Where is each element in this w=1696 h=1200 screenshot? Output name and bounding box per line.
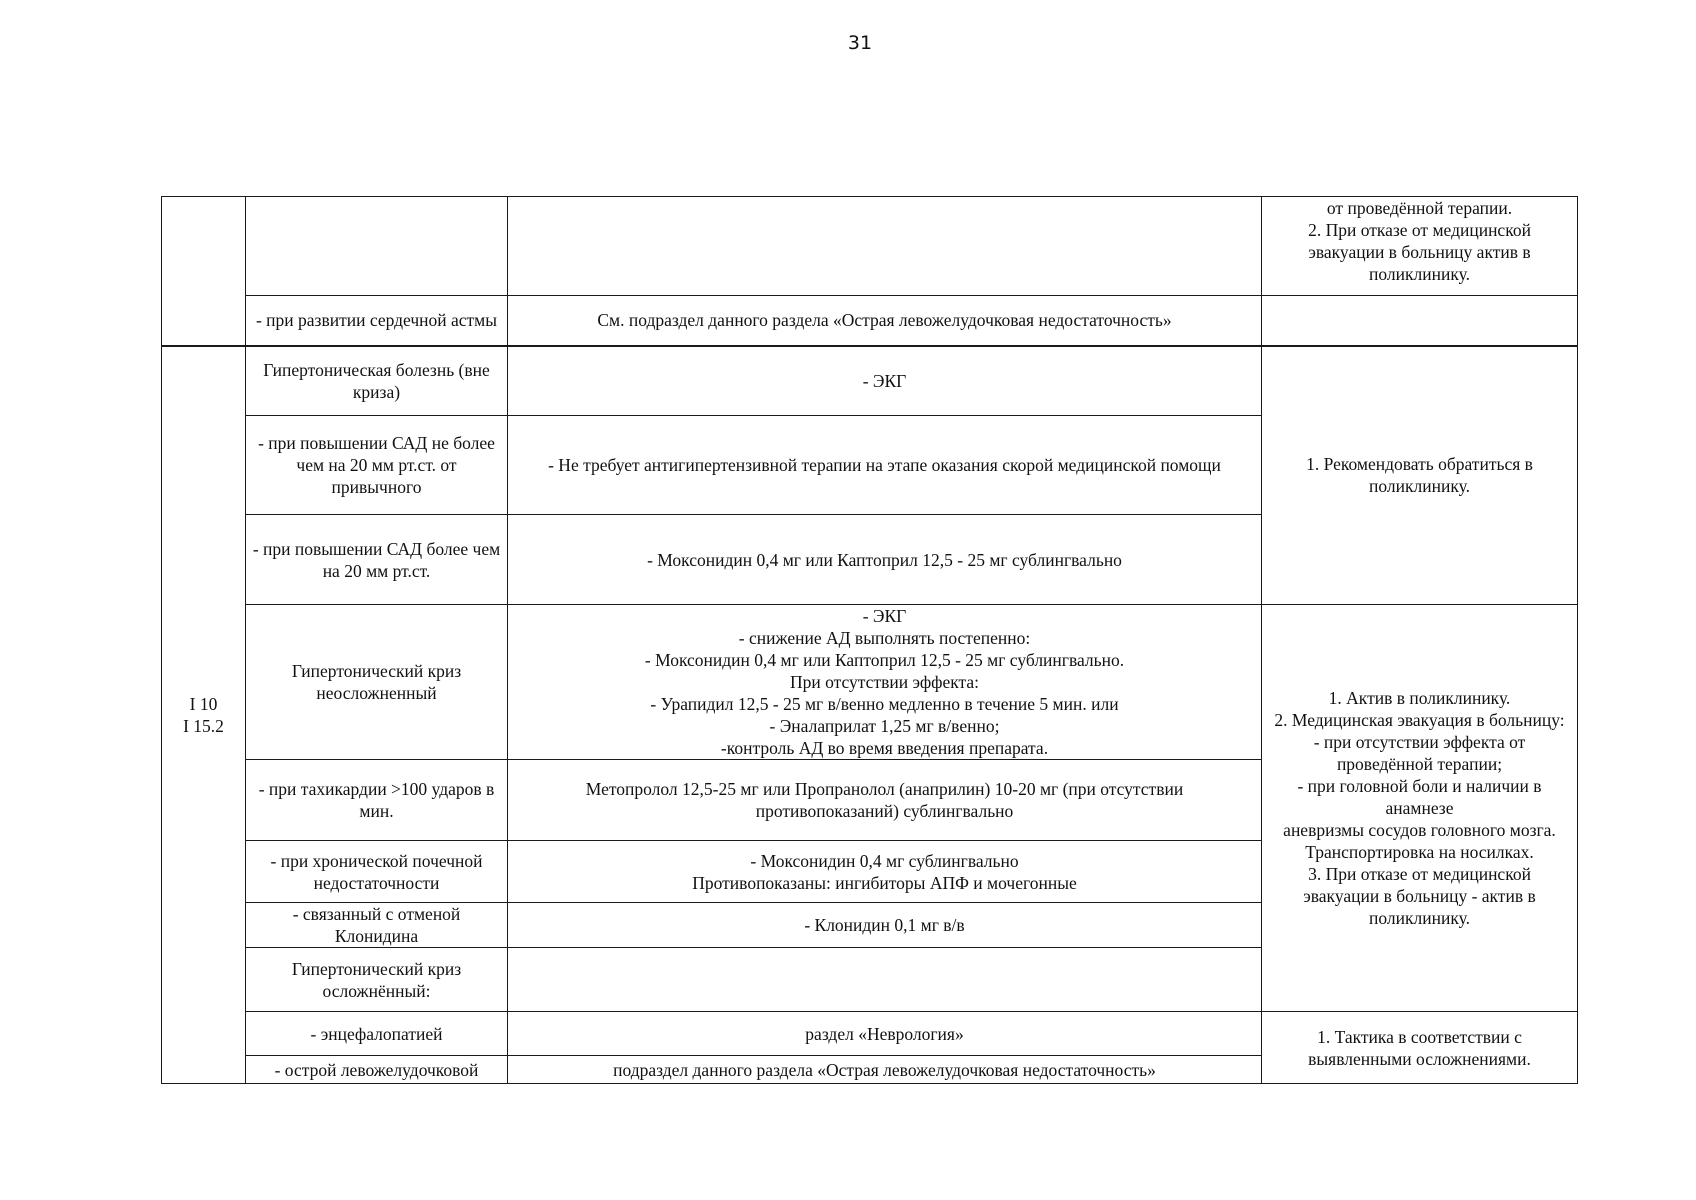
condition-cell: - при хронической почечной недостаточности — [246, 841, 508, 903]
code-cell — [162, 197, 246, 346]
condition-cell: - при тахикардии >100 ударов в мин. — [246, 760, 508, 841]
action-cell: - Моксонидин 0,4 мг сублингвально Противопоказаны: ингибиторы АПФ и мочегонные — [508, 841, 1262, 903]
page-number: 31 — [847, 32, 873, 54]
condition-cell: - острой левожелудочковой — [246, 1056, 508, 1084]
condition-cell: - при повышении САД не более чем на 20 мм рт.ст. от привычного — [246, 416, 508, 515]
table-row — [162, 1012, 1578, 1056]
action-cell: Метопролол 12,5-25 мг или Пропранолол (анаприлин) 10-20 мг (при отсутствии противопоказаний) сублингвально — [508, 760, 1262, 841]
action-cell — [508, 948, 1262, 1012]
tactics-cell: 1. Рекомендовать обратиться в поликлинику. — [1262, 346, 1578, 605]
condition-cell: Гипертоническая болезнь (вне криза) — [246, 346, 508, 416]
condition-cell: - связанный с отменой Клонидина — [246, 903, 508, 948]
condition-cell: Гипертонический криз неосложненный — [246, 605, 508, 760]
action-cell — [508, 197, 1262, 296]
table-row — [162, 605, 1578, 760]
tactics-cell: от проведённой терапии. 2. При отказе от медицинской эвакуации в больницу актив в поликлинику. — [1262, 197, 1578, 296]
action-cell: раздел «Неврология» — [508, 1012, 1262, 1056]
condition-cell: - при повышении САД более чем на 20 мм рт.ст. — [246, 515, 508, 605]
action-cell: - Не требует антигипертензивной терапии на этапе оказания скорой медицинской помощи — [508, 416, 1262, 515]
action-cell: - ЭКГ — [508, 346, 1262, 416]
action-cell: См. подраздел данного раздела «Острая левожелудочковая недостаточность» — [508, 296, 1262, 346]
condition-cell — [246, 197, 508, 296]
condition-cell: - при развитии сердечной астмы — [246, 296, 508, 346]
tactics-cell — [1262, 296, 1578, 346]
medical-care-table — [161, 196, 1578, 1084]
condition-cell: Гипертонический криз осложнённый: — [246, 948, 508, 1012]
diagnosis-code-cell: I 10 I 15.2 — [162, 346, 246, 1084]
condition-cell: - энцефалопатией — [246, 1012, 508, 1056]
tactics-cell: 1. Актив в поликлинику. 2. Медицинская эвакуация в больницу: - при отсутствии эффекта от проведённой терапии; - при головной боли и наличии в анамнезе аневризмы сосудов головного мозга. Транспортировка на носилках. 3. При отказе от медицинской эвакуации в больницу - актив в поликлинику. — [1262, 605, 1578, 1012]
action-cell: подраздел данного раздела «Острая левожелудочковая недостаточность» — [508, 1056, 1262, 1084]
table-row — [162, 197, 1578, 296]
action-cell: - ЭКГ - снижение АД выполнять постепенно: - Моксонидин 0,4 мг или Каптоприл 12,5 - 25 мг сублингвально. При отсутствии эффекта: - Урапидил 12,5 - 25 мг в/венно медленно в течение 5 мин. или - Эналаприлат 1,25 мг в/венно; -контроль АД во время введения препарата. — [508, 605, 1262, 760]
action-cell: - Клонидин 0,1 мг в/в — [508, 903, 1262, 948]
action-cell: - Моксонидин 0,4 мг или Каптоприл 12,5 - 25 мг сублингвально — [508, 515, 1262, 605]
tactics-cell: 1. Тактика в соответствии с выявленными осложнениями. — [1262, 1012, 1578, 1084]
table-row — [162, 296, 1578, 346]
table-row — [162, 346, 1578, 416]
